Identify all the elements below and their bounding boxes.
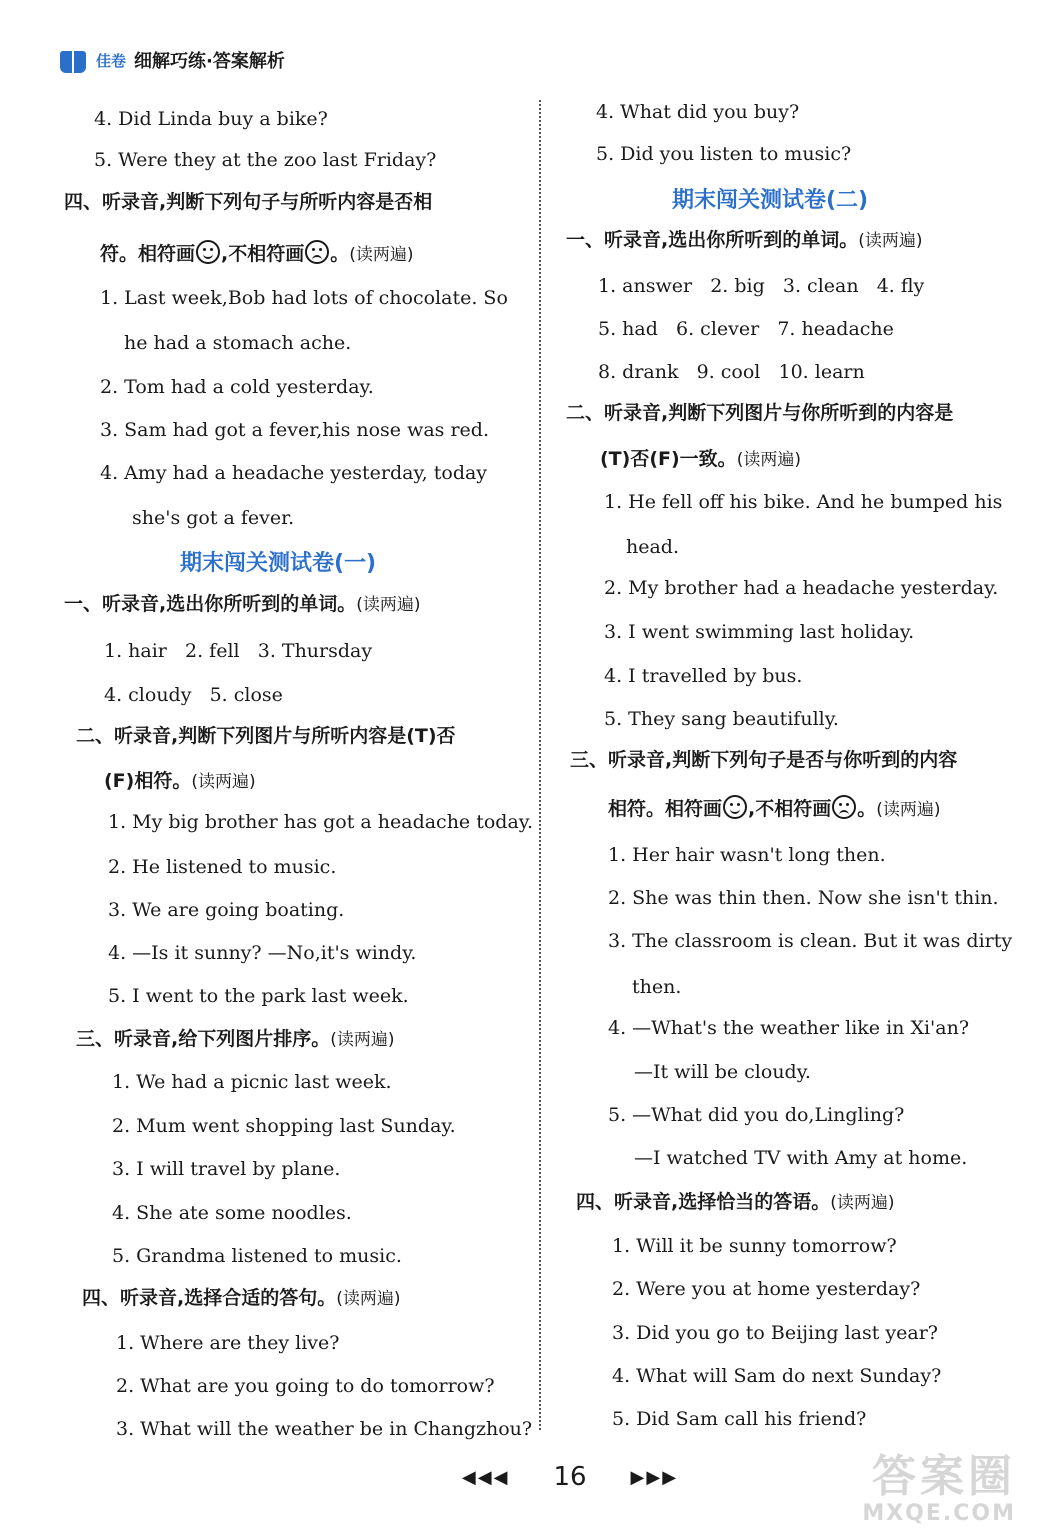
smiley-face-icon	[196, 240, 220, 264]
list-item: 2. Were you at home yesterday?	[612, 1278, 921, 1300]
section-heading: 一、听录音,选出你所听到的单词。(读两遍)	[566, 229, 923, 251]
header-title: 细解巧练·答案解析	[134, 51, 285, 72]
prev-arrows-icon: ◀◀◀	[461, 1466, 510, 1488]
section-heading: 符。相符画 ,不相符画 。(读两遍)	[100, 240, 414, 267]
word-list: 1. answer 2. big 3. clean 4. fly	[598, 275, 925, 297]
book-logo-icon	[58, 45, 88, 75]
list-item: 2. My brother had a headache yesterday.	[604, 577, 999, 599]
page-number: 16	[553, 1462, 587, 1492]
list-item: 4. —What's the weather like in Xi'an?	[608, 1017, 970, 1039]
section-heading: 三、听录音,给下列图片排序。(读两遍)	[76, 1028, 395, 1050]
list-item: 5. Were they at the zoo last Friday?	[94, 149, 437, 171]
list-item: 1. Her hair wasn't long then.	[608, 844, 886, 866]
section-heading: 三、听录音,判断下列句子是否与你听到的内容	[570, 749, 958, 771]
page-header	[58, 40, 285, 80]
word-list: 1. hair 2. fell 3. Thursday	[104, 640, 373, 662]
watermark-url: MXQE.COM	[862, 1501, 1016, 1526]
list-item: 3. I went swimming last holiday.	[604, 621, 915, 643]
section-heading: 二、听录音,判断下列图片与所听内容是(T)否	[76, 725, 456, 747]
section-heading: (F)相符。(读两遍)	[104, 770, 256, 792]
section-heading: (T)否(F)一致。(读两遍)	[600, 448, 801, 470]
list-item: 4. What will Sam do next Sunday?	[612, 1365, 942, 1387]
watermark-logo-text: 答案圈	[872, 1451, 1016, 1502]
list-item: 1. Where are they live?	[116, 1332, 340, 1354]
list-item: 1. He fell off his bike. And he bumped his	[604, 491, 1003, 513]
smiley-face-icon	[723, 795, 747, 819]
list-item: 3. What will the weather be in Changzhou?	[116, 1418, 533, 1440]
word-list: 4. cloudy 5. close	[104, 684, 283, 706]
list-item: then.	[632, 976, 682, 998]
list-item: 5. —What did you do,Lingling?	[608, 1104, 905, 1126]
word-list: 8. drank 9. cool 10. learn	[598, 361, 865, 383]
list-item: —I watched TV with Amy at home.	[634, 1147, 968, 1169]
list-item: 2. What are you going to do tomorrow?	[116, 1375, 495, 1397]
list-item: 4. Did Linda buy a bike?	[94, 108, 328, 130]
section-heading: 二、听录音,判断下列图片与你所听到的内容是	[566, 402, 954, 424]
list-item: he had a stomach ache.	[124, 332, 352, 354]
sad-face-icon	[305, 240, 329, 264]
sad-face-icon	[832, 795, 856, 819]
list-item: 3. We are going boating.	[108, 899, 345, 921]
test-title: 期末闯关测试卷(二)	[672, 188, 869, 213]
list-item: 5. Did Sam call his friend?	[612, 1408, 867, 1430]
list-item: 5. Grandma listened to music.	[112, 1245, 402, 1267]
column-divider	[539, 100, 541, 1430]
list-item: 3. Sam had got a fever,his nose was red.	[100, 419, 489, 441]
list-item: 1. Last week,Bob had lots of chocolate. So	[100, 287, 508, 309]
word-list: 5. had 6. clever 7. headache	[598, 318, 894, 340]
brand-logo-text: 佳卷	[96, 51, 127, 70]
list-item: —It will be cloudy.	[634, 1061, 811, 1083]
list-item: 2. She was thin then. Now she isn't thin.	[608, 887, 999, 909]
section-heading: 四、听录音,选择合适的答句。(读两遍)	[82, 1287, 401, 1309]
list-item: she's got a fever.	[132, 507, 295, 529]
list-item: 5. I went to the park last week.	[108, 985, 409, 1007]
list-item: 4. Amy had a headache yesterday, today	[100, 462, 488, 484]
list-item: 1. My big brother has got a headache today.	[108, 811, 534, 833]
section-heading: 相符。相符画 ,不相符画 。(读两遍)	[608, 795, 941, 822]
test-title: 期末闯关测试卷(一)	[180, 551, 377, 576]
list-item: 5. They sang beautifully.	[604, 708, 839, 730]
list-item: 1. Will it be sunny tomorrow?	[612, 1235, 897, 1257]
section-heading: 一、听录音,选出你所听到的单词。(读两遍)	[64, 593, 421, 615]
list-item: 5. Did you listen to music?	[596, 143, 852, 165]
list-item: 4. I travelled by bus.	[604, 665, 803, 687]
list-item: 4. She ate some noodles.	[112, 1202, 352, 1224]
list-item: 2. He listened to music.	[108, 856, 337, 878]
page-footer	[440, 1462, 700, 1492]
list-item: 2. Tom had a cold yesterday.	[100, 376, 374, 398]
list-item: 1. We had a picnic last week.	[112, 1071, 392, 1093]
list-item: head.	[626, 536, 680, 558]
list-item: 3. The classroom is clean. But it was dirty	[608, 930, 1013, 952]
list-item: 3. I will travel by plane.	[112, 1158, 341, 1180]
list-item: 4. —Is it sunny? —No,it's windy.	[108, 942, 417, 964]
section-heading: 四、听录音,判断下列句子与所听内容是否相	[64, 191, 433, 213]
list-item: 4. What did you buy?	[596, 101, 800, 123]
section-heading: 四、听录音,选择恰当的答语。(读两遍)	[576, 1191, 895, 1213]
list-item: 3. Did you go to Beijing last year?	[612, 1322, 938, 1344]
list-item: 2. Mum went shopping last Sunday.	[112, 1115, 456, 1137]
watermark	[862, 1453, 1016, 1526]
next-arrows-icon: ▶▶▶	[630, 1466, 679, 1488]
